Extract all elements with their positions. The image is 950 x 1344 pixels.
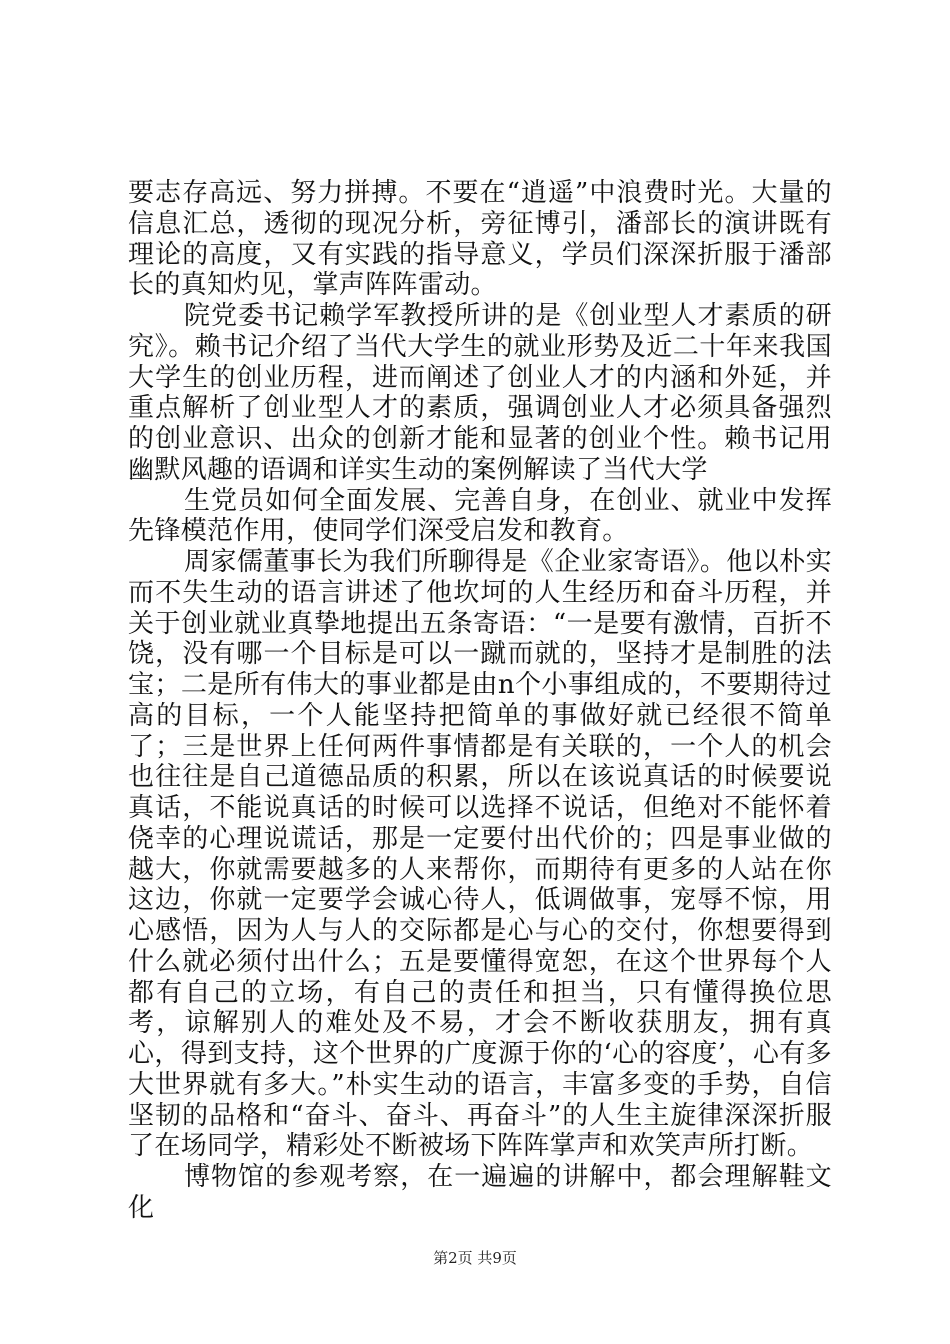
paragraph-2: 院党委书记赖学军教授所讲的是《创业型人才素质的研究》。赖书记介绍了当代大学生的就业形势及近二十年来我国大学生的创业历程，进而阐述了创业人才的内涵和外延，并重点解析了创业型人才的素质，强调创业人才必须具备强烈的创业意识、出众的创新才能和显著的创业个性。赖书记用幽默风趣的语调和详实生动的案例解读了当代大学 bbox=[128, 301, 832, 485]
paragraph-5: 博物馆的参观考察，在一遍遍的讲解中，都会理解鞋文化 bbox=[128, 1162, 832, 1223]
paragraph-4: 周家儒董事长为我们所聊得是《企业家寄语》。他以朴实而不失生动的语言讲述了他坎坷的人生经历和奋斗历程，并关于创业就业真挚地提出五条寄语：“一是要有激情，百折不饶，没有哪一个目标是可以一蹴而就的，坚持才是制胜的法宝；二是所有伟大的事业都是由n个小事组成的，不要期待过高的目标，一个人能坚持把简单的事做好就已经很不简单了；三是世界上任何两件事情都是有关联的，一个人的机会也往往是自己道德品质的积累，所以在该说真话的时候要说真话，不能说真话的时候可以选择不说话，但绝对不能怀着侥幸的心理说谎话，那是一定要付出代价的；四是事业做的越大，你就需要越多的人来帮你，而期待有更多的人站在你这边，你就一定要学会诚心待人，低调做事，宠辱不惊，用心感悟，因为人与人的交际都是心与心的交付，你想要得到什么就必须付出什么；五是要懂得宽恕，在这个世界每个人都有自己的立场，有自己的责任和担当，只有懂得换位思考，谅解别人的难处及不易，才会不断收获朋友，拥有真心，得到支持，这个世界的广度源于你的‘心的容度’，心有多大世界就有多大。”朴实生动的语言，丰富多变的手势，自信坚韧的品格和“奋斗、奋斗、再奋斗”的人生主旋律深深折服了在场同学，精彩处不断被场下阵阵掌声和欢笑声所打断。 bbox=[128, 547, 832, 1162]
paragraph-1: 要志存高远、努力拼搏。不要在“逍遥”中浪费时光。大量的信息汇总，透彻的现况分析，旁征博引，潘部长的演讲既有理论的高度，又有实践的指导意义，学员们深深折服于潘部长的真知灼见，掌声阵阵雷动。 bbox=[128, 178, 832, 301]
document-body bbox=[128, 178, 832, 1224]
paragraph-3: 生党员如何全面发展、完善自身，在创业、就业中发挥先锋模范作用，使同学们深受启发和教育。 bbox=[128, 485, 832, 547]
page-number: 第2页 共9页 bbox=[433, 1249, 517, 1267]
